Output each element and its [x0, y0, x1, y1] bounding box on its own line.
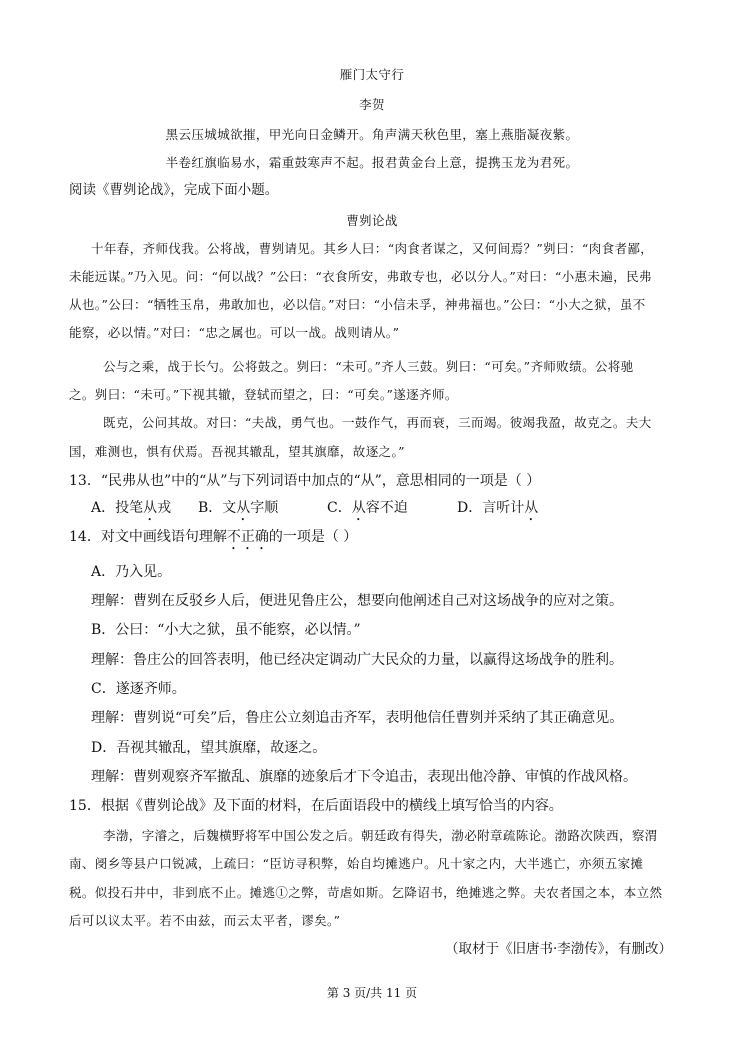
q14-item-a-analysis: 理解：曹刿在反驳乡人后，便进见鲁庄公，想要向他阐述自己对这场战争的应对之策。: [91, 593, 623, 609]
q14-item-d-label: D．吾视其辙乱，望其旗靡，故逐之。: [91, 740, 327, 756]
material-line: 南、阌乡等县户口锐减，上疏曰：“臣访寻积弊，始自均摊逃户。凡十家之内，大半逃亡，亦须五家摊: [69, 856, 644, 871]
q13-option-c: C．从容不迫: [327, 500, 408, 516]
poem-author: 李贺: [359, 97, 385, 112]
poem-line-2: 半卷红旗临易水，霜重鼓寒声不起。报君黄金台上意，提携玉龙为君死。: [165, 155, 579, 170]
poem-title: 雁门太守行: [339, 67, 405, 82]
q14-item-d-analysis: 理解：曹刿观察齐军撤乱、旗靡的迹象后才下令追击，表现出他冷静、审慎的作战风格。: [91, 769, 637, 785]
passage-line: 十年春，齐师伐我。公将战，曹刿请见。其乡人曰：“肉食者谋之，又何间焉？”刿曰：“肉食者鄙，: [91, 241, 654, 256]
material-line: 后可以议太平。若不由兹，而云太平者，谬矣。”: [69, 913, 341, 928]
q13-option-b: B．文从字顺: [198, 500, 279, 516]
question-14-stem: 14．对文中画线语句理解不正确的一项是（ ）: [69, 529, 358, 545]
q14-item-c-label: C．遂逐齐师。: [91, 681, 186, 697]
q14-item-b-label: B．公曰：“小大之狱，虽不能察，必以情。”: [91, 622, 361, 638]
q14-item-c-analysis: 理解：曹刿说“可矣”后，鲁庄公立刻追击齐军，表明他信任曹刿并采纳了其正确意见。: [91, 710, 624, 726]
passage-line: 国，难测也，惧有伏焉。吾视其辙乱，望其旗靡，故逐之。”: [69, 444, 405, 459]
q13-option-d: D．言听计从: [457, 500, 539, 516]
material-line: 税。似投石井中，非到底不止。摊逃①之弊，苛虐如斯。乞降诏书，绝摊逃之弊。夫农者国之本，本立然: [69, 885, 663, 900]
material-line: 李渤，字濬之，后魏横野将军中国公发之后。朝廷政有得失，渤必附章疏陈论。渤路次陕西，察渭: [103, 828, 658, 843]
passage-line: 未能远谋。”乃入见。问：“何以战？”公曰：“衣食所安，弗敢专也，必以分人。”对曰：“小惠未遍，民弗: [69, 269, 652, 284]
passage-line: 从也。”公曰：“牺牲玉帛，弗敢加也，必以信。”对曰：“小信未孚，神弗福也。”公曰：“小大之狱，虽不: [69, 297, 646, 312]
material-source: （取材于《旧唐书·李渤传》，有删改）: [444, 941, 672, 957]
reading-instruction: 阅读《曹刿论战》，完成下面小题。: [69, 182, 279, 198]
question-13-stem: 13．“民弗从也”中的“从”与下列词语中加点的“从”，意思相同的一项是（ ）: [69, 473, 541, 489]
page-number: 第 3 页/共 11 页: [326, 986, 418, 1000]
q14-item-a-label: A．乃入见。: [91, 564, 172, 580]
passage-line: 能察，必以情。”对曰：“忠之属也。可以一战。战则请从。”: [69, 325, 400, 340]
question-15-stem: 15．根据《曹刿论战》及下面的材料，在后面语段中的横线上填写恰当的内容。: [69, 798, 563, 814]
passage-line: 公与之乘，战于长勺。公将鼓之。刿曰：“未可。”齐人三鼓。刿曰：“可矣。”齐师败绩。公将驰: [103, 359, 634, 374]
passage-title: 曹刿论战: [346, 213, 398, 228]
poem-line-1: 黑云压城城欲摧，甲光向日金鳞开。角声满天秋色里，塞上燕脂凝夜紫。: [165, 127, 579, 142]
passage-line: 既克，公问其故。对曰：“夫战，勇气也。一鼓作气，再而衰，三而竭。彼竭我盈，故克之。夫大: [103, 415, 652, 430]
passage-line: 之。刿曰：“未可。”下视其辙，登轼而望之，曰：“可矣。”遂逐齐师。: [69, 387, 458, 402]
q14-item-b-analysis: 理解：鲁庄公的回答表明，他已经决定调动广大民众的力量，以赢得这场战争的胜利。: [91, 652, 623, 668]
q13-option-a: A．投笔从戎: [91, 500, 172, 516]
